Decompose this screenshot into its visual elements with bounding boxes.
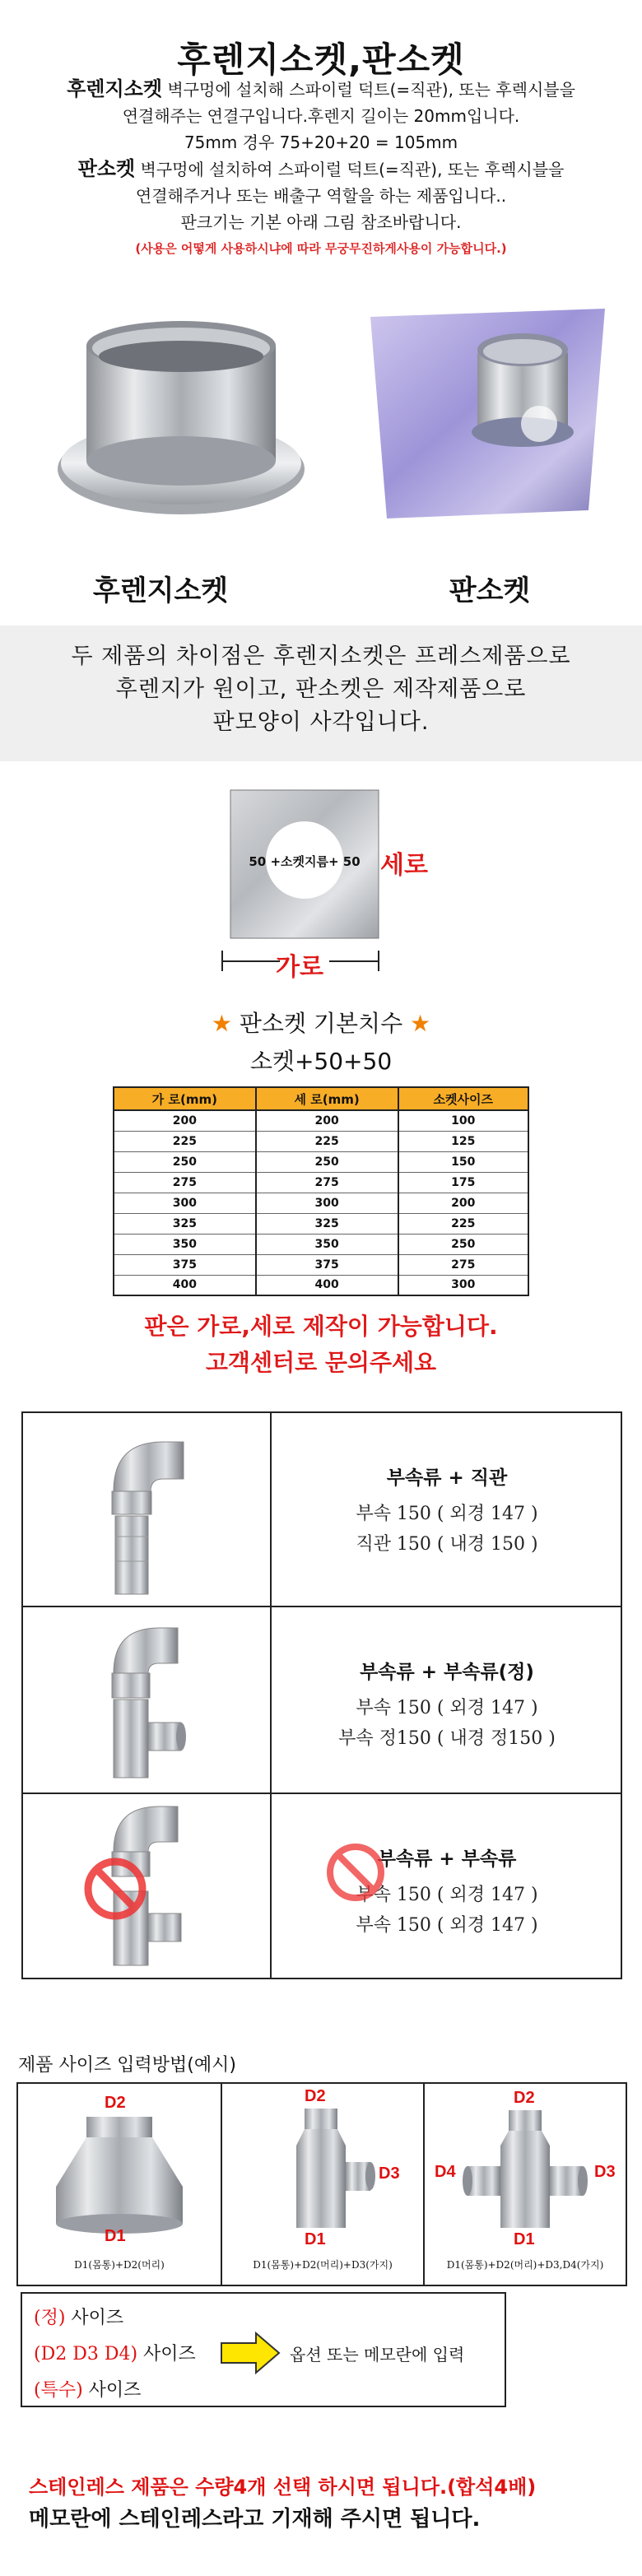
cell-socket: 250 [398,1234,528,1254]
example-reducer [18,2084,222,2285]
example-cross [425,2084,626,2285]
table-row [114,1110,528,1131]
legend-arrow-text: 옵션 또는 메모란에 입력 [290,2345,465,2364]
combo-text [273,1413,621,1606]
size-table-subtitle: 소켓+50+50 [249,1048,393,1075]
cell-width: 350 [114,1234,256,1254]
cell-height: 350 [256,1234,398,1254]
input-method-title: 제품 사이즈 입력방법(예시) [18,2055,236,2076]
table-row [114,1193,528,1213]
table-row [114,1234,528,1254]
d1-label: D1 [105,2227,126,2245]
combo-line-2: 부속 정150 ( 내경 정150 ) [338,1728,556,1749]
table-row [114,1275,528,1295]
combo-heading: 부속류 + 부속류 [377,1848,517,1870]
d2-label: D2 [105,2094,126,2112]
legend-standard-tag: (정) [34,2308,66,2328]
combo-row-2 [23,1607,621,1794]
cell-socket: 300 [398,1275,528,1295]
d2-label: D2 [305,2087,326,2105]
combo-heading: 부속류 + 직관 [386,1467,508,1489]
flange-socket-label: 후렌지소켓 [92,574,229,607]
cell-height: 400 [256,1275,398,1295]
combo-image-cell [23,1413,272,1606]
difference-line-3: 판모양이 사각입니다. [212,709,430,735]
arrow-right-icon [220,2332,282,2374]
difference-section [0,625,642,761]
cell-width: 275 [114,1172,256,1193]
plate-socket-label: 판소켓 [449,574,531,607]
combo-line-1: 부속 150 ( 외경 147 ) [356,1504,538,1524]
elbow-tee-photo [23,1607,270,1793]
flange-socket-photo [54,317,309,523]
combination-table [21,1411,622,1979]
plate-vertical-label: 세로 [380,851,428,880]
flange-desc-2: 연결해주는 연결구입니다.후렌지 길이는 20mm입니다. [122,106,520,126]
plate-name: 판소켓 [77,157,136,180]
size-table-section [0,996,642,1325]
table-row [114,1151,528,1172]
d3-label: D3 [594,2163,616,2181]
cell-socket: 275 [398,1254,528,1275]
legend-d-tag: (D2 D3 D4) [34,2344,138,2364]
stainless-note-1: 스테인레스 제품은 수량4개 선택 하시면 됩니다.(합석4배) [29,2476,537,2499]
custom-note-line-2: 고객센터로 문의주세요 [205,1349,437,1376]
combo-line-2: 부속 150 ( 외경 147 ) [356,1915,538,1936]
combo-image-cell [23,1607,272,1793]
plate-desc-3: 판크기는 기본 아래 그림 참조바랍니다. [180,212,462,232]
combo-line-1: 부속 150 ( 외경 147 ) [356,1698,538,1718]
legend-special [34,2376,141,2402]
size-table-header-row [114,1087,528,1110]
star-icon: ★ [410,1010,431,1037]
cell-width: 225 [114,1131,256,1151]
legend-d-rest: 사이즈 [137,2344,196,2364]
plate-desc-1: 벽구멍에 설치하여 스파이럴 덕트(=직관), 또는 후렉시블을 [135,160,565,179]
size-table-title-text: 판소켓 기본치수 [239,1010,403,1037]
custom-size-note [0,1309,642,1381]
d1-label: D1 [305,2230,326,2248]
elbow-tee-prohibited-photo [23,1794,270,1978]
cell-width: 400 [114,1275,256,1295]
d4-label: D4 [435,2163,456,2181]
example-caption: D1(몸통)+D2(머리)+D3(가지) [253,2259,393,2271]
difference-line-1: 두 제품의 차이점은 후렌지소켓은 프레스제품으로 [71,644,571,669]
legend-standard [34,2304,123,2329]
flange-desc-3: 75mm 경우 75+20+20 = 105mm [184,133,458,152]
legend-special-tag: (특수) [34,2380,83,2401]
cell-height: 250 [256,1151,398,1172]
cell-socket: 200 [398,1193,528,1213]
header-socket-size: 소켓사이즈 [398,1087,528,1110]
combo-line-1: 부속 150 ( 외경 147 ) [356,1885,538,1905]
size-input-legend [21,2292,506,2407]
cell-height: 275 [256,1172,398,1193]
legend-standard-rest: 사이즈 [65,2308,124,2328]
cell-width: 250 [114,1151,256,1172]
flange-desc-1: 벽구멍에 설치해 스파이럴 덕트(=직관), 또는 후렉시블을 [162,80,575,100]
cell-socket: 125 [398,1131,528,1151]
combo-row-3 [23,1794,621,1978]
cell-socket: 150 [398,1151,528,1172]
cell-height: 375 [256,1254,398,1275]
table-row [114,1172,528,1193]
elbow-duct-photo [23,1413,270,1606]
cell-width: 325 [114,1213,256,1234]
table-row [114,1213,528,1234]
combo-text [273,1794,621,1978]
size-examples [16,2082,627,2286]
header-height: 세 로(mm) [256,1087,398,1110]
example-tee [222,2084,425,2285]
cell-height: 300 [256,1193,398,1213]
d1-label: D1 [514,2230,535,2248]
cell-height: 200 [256,1110,398,1131]
example-caption: D1(몸통)+D2(머리) [74,2259,165,2271]
cell-height: 225 [256,1131,398,1151]
d3-label: D3 [379,2164,400,2183]
prohibited-icon [323,1839,388,1905]
usage-notice: (사용은 어떻게 사용하시냐에 따라 무궁무진하게사용이 가능합니다.) [135,241,507,256]
star-icon: ★ [211,1010,232,1037]
page-title: 후렌지소켓,판소켓 [177,40,465,80]
legend-d-sizes [34,2340,196,2365]
stainless-note-2: 메모란에 스테인레스라고 기재해 주시면 됩니다. [29,2507,481,2532]
header-width: 가 로(mm) [114,1087,256,1110]
cell-width: 300 [114,1193,256,1213]
example-caption: D1(몸통)+D2(머리)+D3,D4(가지) [446,2259,604,2271]
plate-center-dimension: 50 +소켓지름+ 50 [249,854,361,869]
plate-socket-photo [366,309,613,523]
combo-image-cell [23,1794,272,1978]
size-table-title [0,1006,642,1039]
cell-socket: 175 [398,1172,528,1193]
plate-diagram [0,782,642,988]
cell-height: 325 [256,1213,398,1234]
size-table [113,1086,529,1296]
cell-width: 200 [114,1110,256,1131]
combo-text [273,1607,621,1793]
legend-special-rest: 사이즈 [82,2380,142,2401]
plate-horizontal-label: 가로 [276,953,323,982]
cell-socket: 100 [398,1110,528,1131]
combo-line-2: 직관 150 ( 내경 150 ) [356,1534,538,1555]
custom-note-line-1: 판은 가로,세로 제작이 가능합니다. [144,1313,498,1340]
difference-line-2: 후렌지가 원이고, 판소켓은 제작제품으로 [115,677,527,702]
intro-text [0,76,642,262]
input-method-section [0,2041,642,2576]
plate-desc-2: 연결해주거나 또는 배출구 역할을 하는 제품입니다.. [135,186,507,206]
table-row [114,1131,528,1151]
table-row [114,1254,528,1275]
d2-label: D2 [514,2089,535,2107]
flange-name: 후렌지소켓 [67,77,162,100]
combo-heading: 부속류 + 부속류(정) [360,1662,534,1683]
cell-width: 375 [114,1254,256,1275]
combo-row-1 [23,1413,621,1607]
cell-socket: 225 [398,1213,528,1234]
